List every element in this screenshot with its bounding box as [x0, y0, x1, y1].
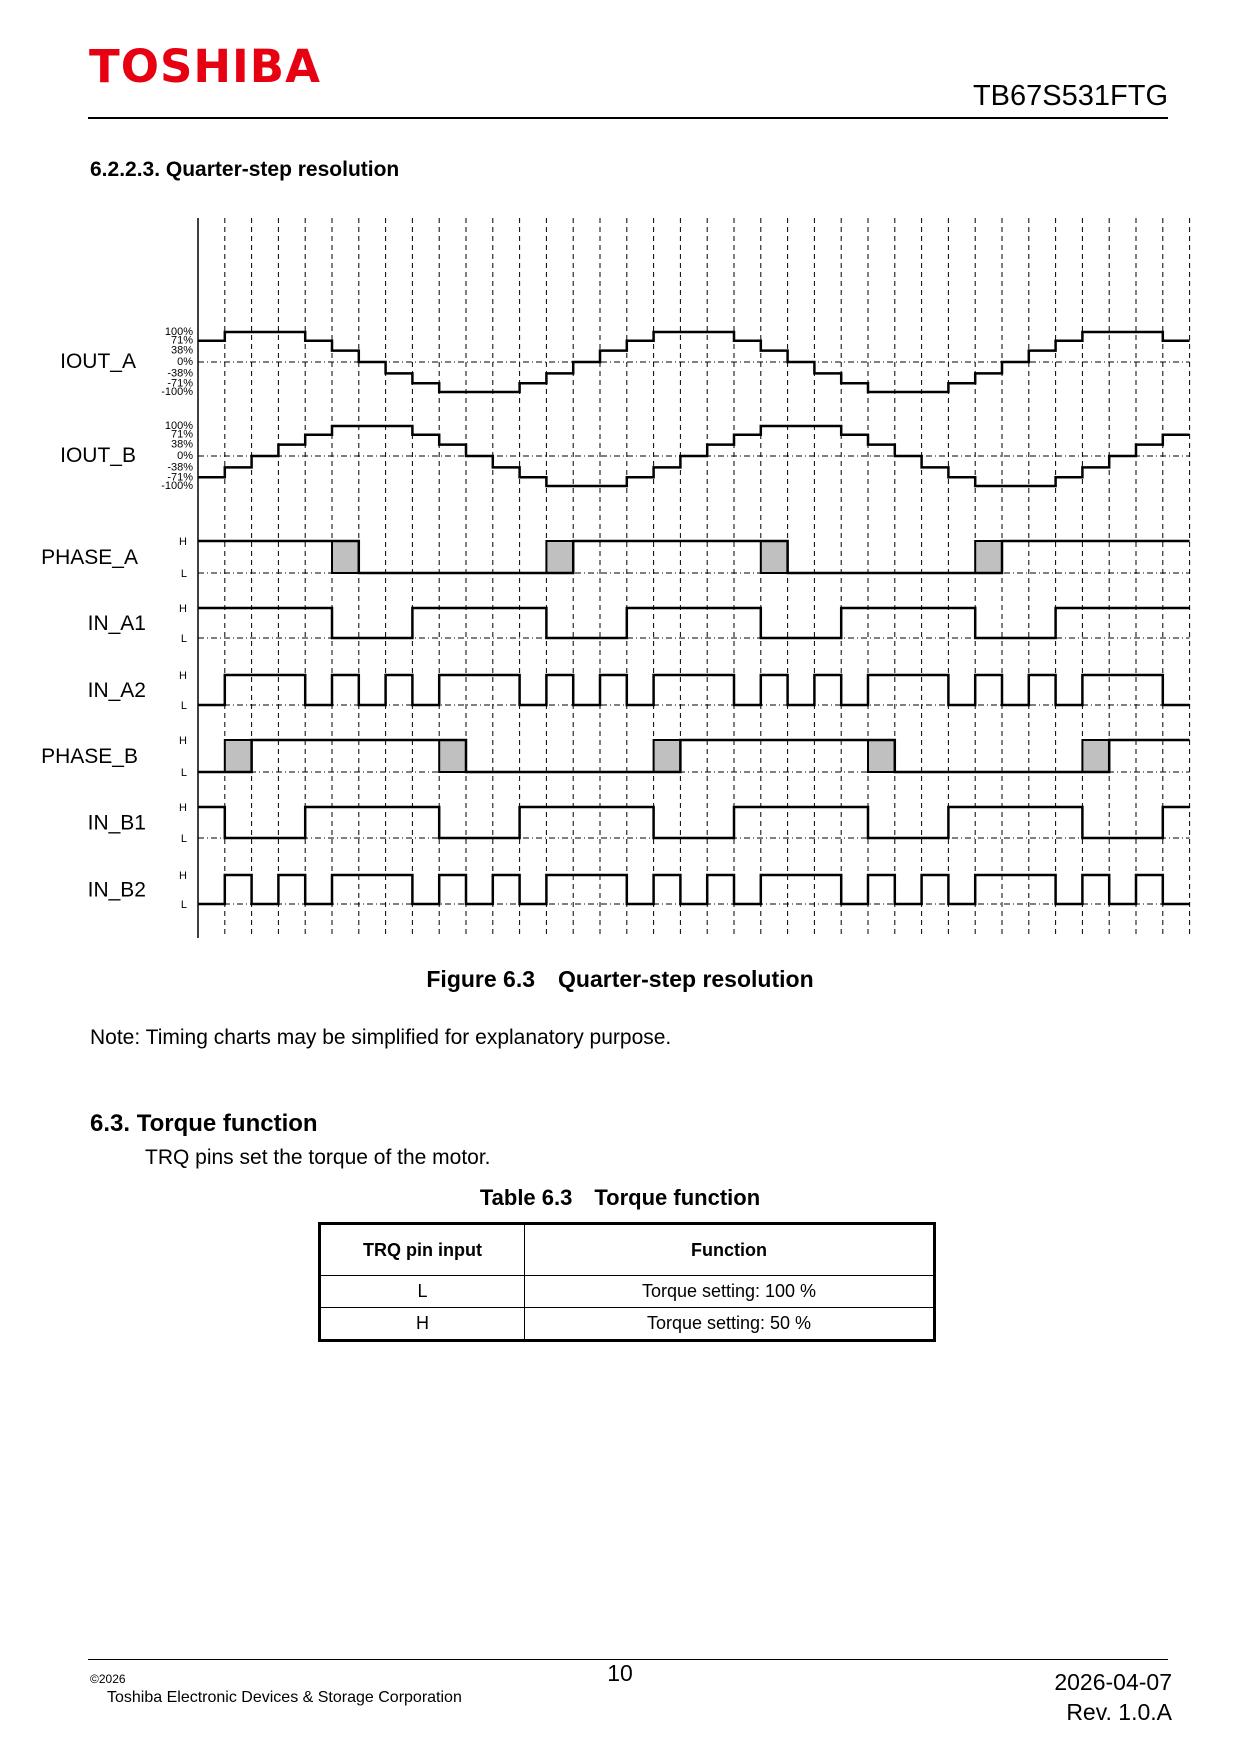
document-revision: Rev. 1.0.A	[1066, 1699, 1172, 1725]
table-cell: H	[320, 1308, 525, 1341]
phase-transition-box	[975, 541, 1002, 573]
axis-tick-label: 100%	[164, 420, 193, 432]
waveform-phase_b	[198, 740, 1190, 772]
axis-tick-label: 71%	[170, 334, 193, 347]
high-level-label: H	[179, 670, 187, 682]
signal-label-iout_b: IOUT_B	[60, 444, 136, 467]
phase-transition-box	[868, 740, 895, 772]
signal-label-in_b1: IN_B1	[87, 811, 146, 835]
axis-tick-label: -100%	[161, 386, 193, 398]
table-caption: Table 6.3 Torque function	[479, 1185, 761, 1210]
high-level-label: H	[179, 536, 187, 548]
high-level-label: H	[179, 870, 187, 882]
axis-tick-label: -71%	[167, 377, 193, 390]
table-row	[320, 1276, 935, 1308]
signal-label-in_a2: IN_A2	[87, 679, 146, 702]
waveform-in_a1	[198, 608, 1190, 638]
high-level-label: H	[179, 802, 187, 814]
phase-transition-box	[761, 541, 788, 573]
part-number: TB67S531FTG	[972, 80, 1168, 112]
note-text: Note: Timing charts may be simplified for explanatory purpose.	[90, 1026, 672, 1049]
low-level-label: L	[180, 568, 187, 580]
waveform-in_b1	[198, 807, 1190, 838]
table-cell: Torque setting: 50 %	[525, 1308, 935, 1341]
low-level-label: L	[180, 700, 187, 712]
axis-tick-label: 38%	[170, 344, 193, 357]
low-level-label: L	[180, 833, 187, 845]
header-rule	[88, 117, 1168, 119]
figure-caption: Figure 6.3 Quarter-step resolution	[426, 966, 814, 992]
axis-tick-label: -38%	[167, 367, 193, 380]
torque-table	[318, 1222, 936, 1342]
torque-heading: 6.3. Torque function	[90, 1110, 318, 1137]
axis-tick-label: 0%	[177, 356, 193, 368]
axis-tick-label: -71%	[167, 471, 193, 484]
table-cell: L	[320, 1276, 525, 1308]
signal-label-phase_b: PHASE_B	[41, 745, 138, 768]
copyright: ©2026	[90, 1672, 126, 1686]
phase-transition-box	[332, 541, 359, 573]
section-title: 6.2.2.3. Quarter-step resolution	[90, 158, 400, 181]
column-header-trq-input: TRQ pin input	[320, 1224, 525, 1276]
signal-label-phase_a: PHASE_A	[41, 546, 138, 569]
axis-tick-label: 0%	[177, 450, 193, 462]
axis-tick-label: 100%	[164, 326, 193, 338]
phase-transition-box	[439, 740, 466, 772]
signal-label-in_b2: IN_B2	[87, 878, 146, 902]
document-date: 2026-04-07	[1054, 1669, 1172, 1695]
phase-transition-box	[1082, 740, 1109, 772]
axis-tick-label: -100%	[161, 480, 193, 492]
table-row	[320, 1308, 935, 1341]
waveform-in_b2	[198, 875, 1190, 904]
toshiba-logo: TOSHIBA	[89, 40, 321, 93]
signal-label-iout_a: IOUT_A	[60, 350, 136, 373]
torque-description: TRQ pins set the torque of the motor.	[145, 1146, 491, 1169]
high-level-label: H	[179, 603, 187, 615]
table-cell: Torque setting: 100 %	[525, 1276, 935, 1308]
waveform-in_a2	[198, 675, 1190, 705]
phase-transition-box	[225, 740, 252, 772]
phase-transition-box	[654, 740, 681, 772]
low-level-label: L	[180, 767, 187, 779]
company-name: Toshiba Electronic Devices & Storage Corporation	[107, 1689, 462, 1706]
column-header-function: Function	[525, 1224, 935, 1276]
high-level-label: H	[179, 735, 187, 747]
timing-chart	[0, 200, 1240, 940]
axis-tick-label: -38%	[167, 461, 193, 474]
low-level-label: L	[180, 899, 187, 911]
phase-transition-box	[546, 541, 573, 573]
table-header-row	[320, 1224, 935, 1276]
axis-tick-label: 71%	[170, 428, 193, 441]
low-level-label: L	[180, 633, 187, 645]
axis-tick-label: 38%	[170, 438, 193, 451]
signal-label-in_a1: IN_A1	[87, 612, 146, 635]
page-number: 10	[607, 1660, 633, 1686]
